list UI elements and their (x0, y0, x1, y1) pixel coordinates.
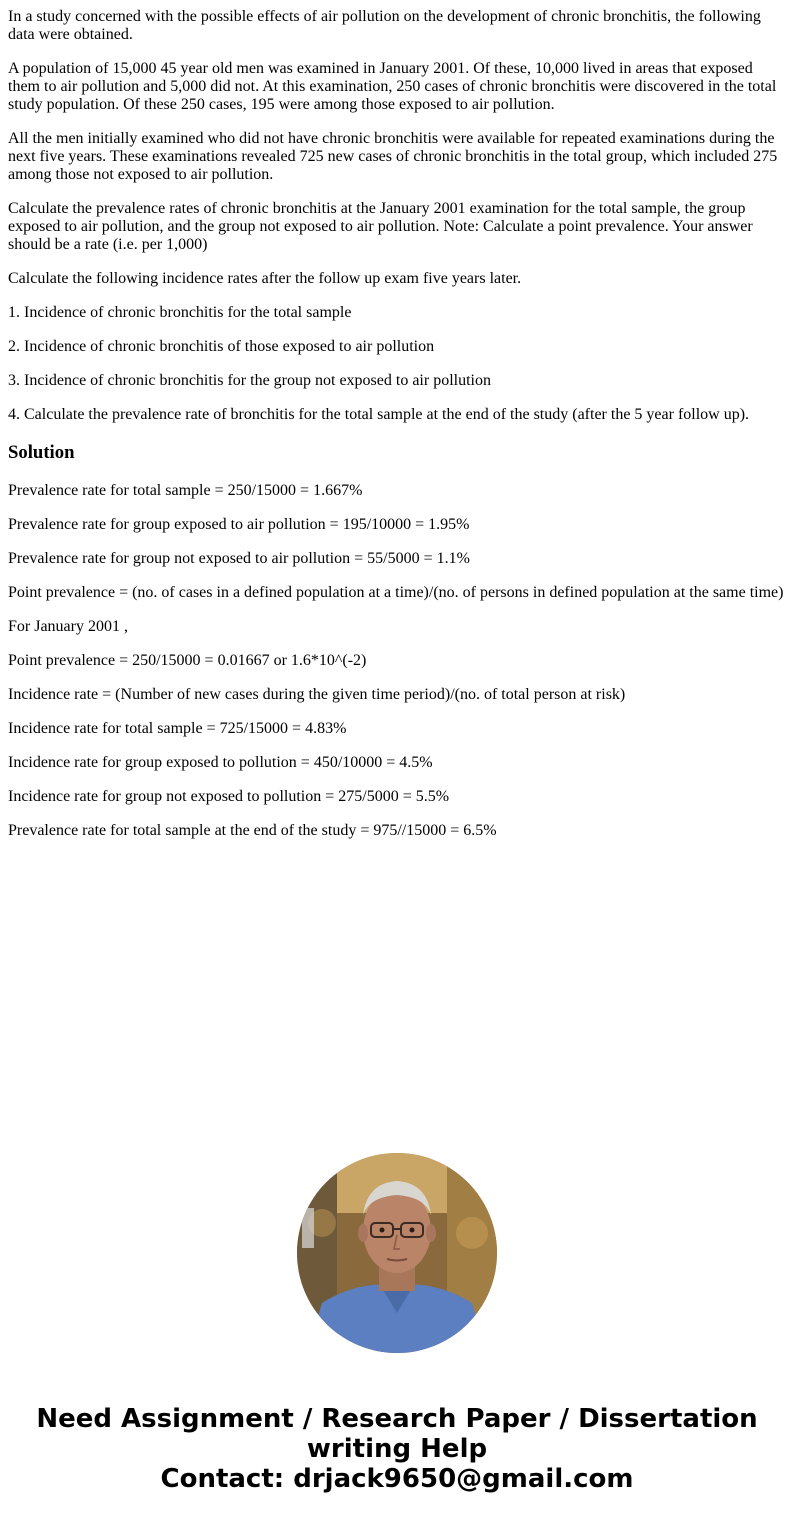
question-paragraph-2: A population of 15,000 45 year old men was examined in January 2001. Of these, 10,000 lived in areas that exposed them to air pollution and 5,000 did not. At this examination, 250 cases of chronic bronchitis were discovered in the total study population. Of these 250 cases, 195 were among those exposed to air pollution. (8, 60, 777, 113)
footer-line-2: writing Help (306, 1434, 488, 1464)
question-paragraph-3: All the men initially examined who did not have chronic bronchitis were available for repeated examinations during the next five years. These examinations revealed 725 new cases of chronic bronchitis in the total group, which included 275 among those not exposed to air pollution. (8, 130, 778, 183)
author-avatar (297, 1153, 497, 1353)
solution-line-6: Point prevalence = 250/15000 = 0.01667 or 1.6*10^(-2) (8, 652, 367, 669)
solution-line-10: Incidence rate for group not exposed to pollution = 275/5000 = 5.5% (8, 788, 450, 805)
footer-banner (0, 1404, 794, 1494)
solution-line-7: Incidence rate = (Number of new cases during the given time period)/(no. of total person at risk) (8, 686, 626, 703)
solution-line-2: Prevalence rate for group exposed to air pollution = 195/10000 = 1.95% (8, 516, 470, 533)
solution-line-1: Prevalence rate for total sample = 250/15000 = 1.667% (8, 482, 363, 499)
solution-line-4: Point prevalence = (no. of cases in a defined population at a time)/(no. of persons in defined population at the same time) (8, 584, 784, 601)
solution-line-9: Incidence rate for group exposed to pollution = 450/10000 = 4.5% (8, 754, 433, 771)
question-paragraph-4: Calculate the prevalence rates of chronic bronchitis at the January 2001 examination for the total sample, the group exposed to air pollution, and the group not exposed to air pollution. Note: Calculate a point prevalence. Your answer should be a rate (i.e. per 1,000) (8, 200, 753, 253)
question-item-3: 3. Incidence of chronic bronchitis for the group not exposed to air pollution (8, 372, 491, 389)
question-paragraph-1: In a study concerned with the possible effects of air pollution on the development of chronic bronchitis, the following data were obtained. (8, 8, 761, 43)
question-item-1: 1. Incidence of chronic bronchitis for the total sample (8, 304, 352, 321)
document-body (8, 0, 786, 856)
question-item-4: 4. Calculate the prevalence rate of bronchitis for the total sample at the end of the study (after the 5 year follow up). (8, 406, 750, 423)
solution-line-3: Prevalence rate for group not exposed to air pollution = 55/5000 = 1.1% (8, 550, 470, 567)
author-portrait-image (297, 1153, 497, 1353)
footer-contact: Contact: drjack9650@gmail.com (160, 1464, 634, 1494)
solution-line-8: Incidence rate for total sample = 725/15000 = 4.83% (8, 720, 347, 737)
solution-line-5: For January 2001 , (8, 618, 128, 635)
question-item-2: 2. Incidence of chronic bronchitis of those exposed to air pollution (8, 338, 435, 355)
solution-line-11: Prevalence rate for total sample at the end of the study = 975//15000 = 6.5% (8, 822, 497, 839)
footer-line-1: Need Assignment / Research Paper / Dissertation (36, 1404, 758, 1434)
question-paragraph-5: Calculate the following incidence rates after the follow up exam five years later. (8, 270, 522, 287)
solution-heading: Solution (8, 442, 75, 463)
